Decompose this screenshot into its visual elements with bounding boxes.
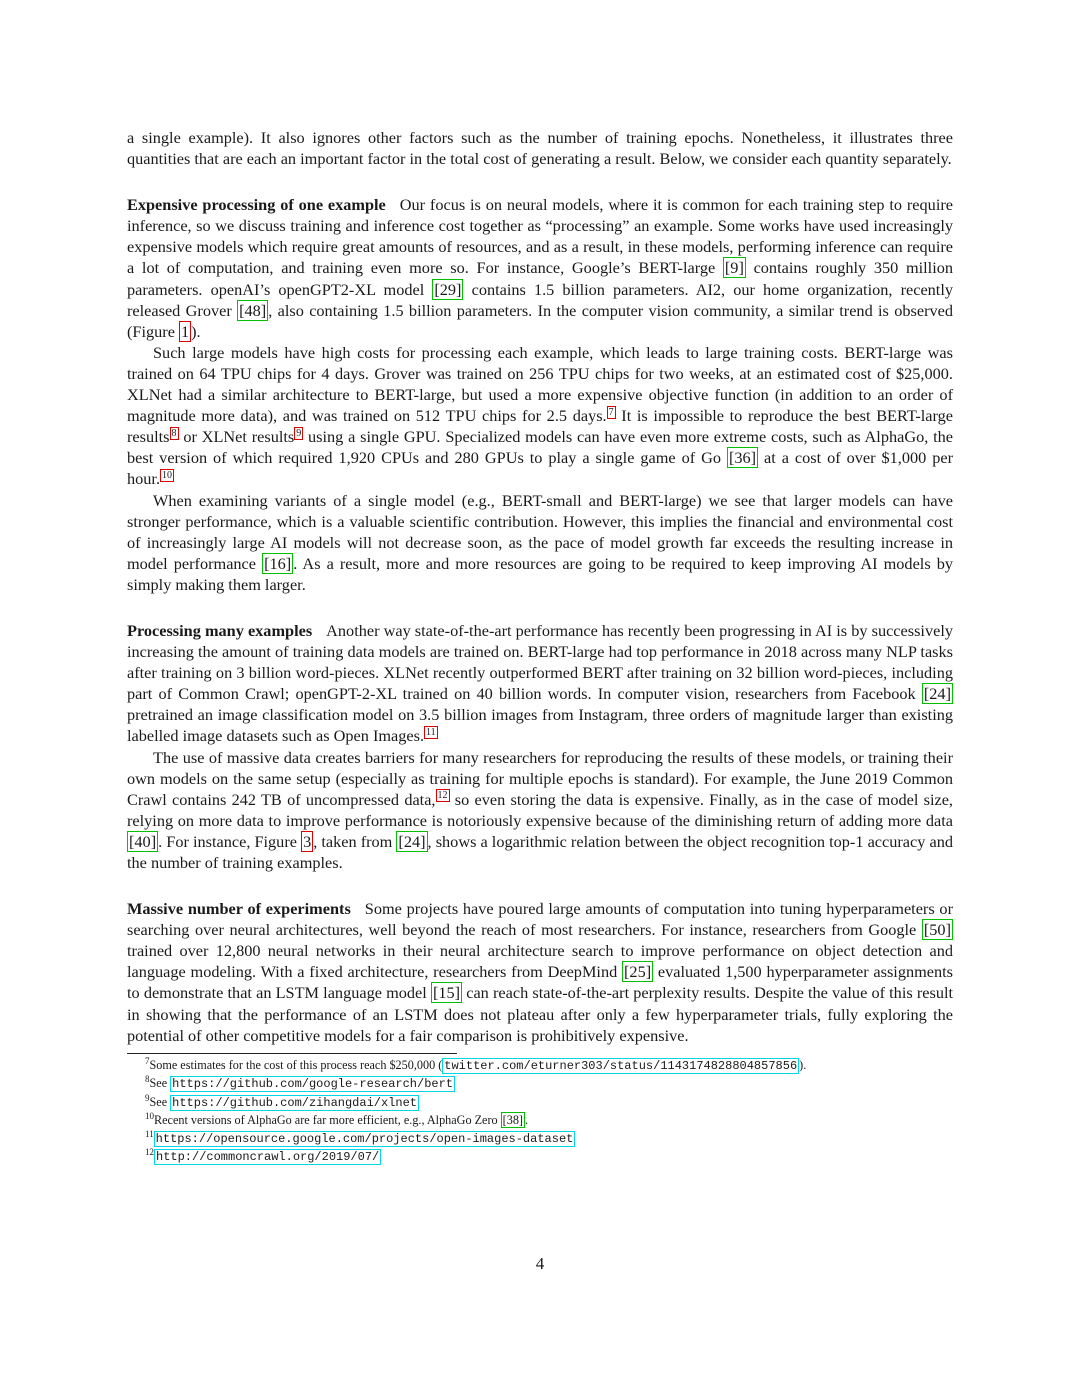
citation-link[interactable]: [9] — [724, 258, 744, 278]
paragraph-text: can reach state-of-the-art perplexity results. Despite the value of this result in showing that the performance of an LSTM does not plateau after only a few hyperparameter trials, fully exploring the potential of other competitive models for a fair comparison is prohibitively expensive. — [127, 983, 954, 1045]
section-massive-experiments — [127, 898, 953, 1046]
footnote-9 — [127, 1094, 953, 1113]
paragraph-text: , shows a logarithmic relation between the object recognition top-1 accuracy and the number of training examples. — [127, 831, 953, 872]
footnote-text: ). — [799, 1057, 807, 1072]
citation-link[interactable]: [24] — [398, 831, 426, 851]
paragraph-text: so even storing the data is expensive. Finally, as in the case of model size, relying on more data to improve performance is notoriously expensive because of the diminishing return of adding more data — [127, 789, 953, 830]
footnote-link[interactable]: 11 — [426, 727, 436, 739]
footnote-link[interactable]: 12 — [437, 790, 448, 802]
paragraph-text: contains 1.5 billion parameters. AI2, our home organization, recently released Grover — [127, 279, 953, 320]
footnote-text: . — [524, 1113, 529, 1128]
paragraph-text: ). — [191, 321, 201, 341]
paragraph-text: Some projects have poured large amounts of computation into tuning hyperparameters or searching over neural architectures, well beyond the reach of most researchers. For instance, researchers from Google — [127, 899, 953, 940]
paragraph-text: or XLNet results — [178, 427, 295, 447]
footnote-url-link[interactable]: https://github.com/google-research/bert — [172, 1077, 454, 1092]
paragraph-text: It is impossible to reproduce the best BERT-large results — [127, 406, 953, 447]
paragraph-large-models-cost — [127, 342, 953, 490]
footnote-url-link[interactable]: http://commoncrawl.org/2019/07/ — [156, 1150, 380, 1165]
footnote-number: 7 — [145, 1055, 150, 1066]
citation-link[interactable]: [38] — [502, 1113, 523, 1128]
footnote-url-link[interactable]: https://opensource.google.com/projects/open-images-dataset — [155, 1131, 574, 1146]
footnote-number: 10 — [145, 1111, 154, 1122]
section-heading: Processing many examples — [127, 620, 313, 640]
footnote-url-link[interactable]: https://github.com/zihangdai/xlnet — [172, 1095, 417, 1110]
paragraph-text: evaluated 1,500 hyperparameter assignments to demonstrate that an LSTM language model — [127, 962, 953, 1003]
paragraph-text: Such large models have high costs for processing each example, which leads to large training costs. BERT-large was trained on 64 TPU chips for 4 days. Grover was trained on 256 TPU chips for two weeks, at an estimated cost of $25,000. XLNet had a similar architecture to BERT-large, but used a more expensive objective function (in addition to an order of magnitude more data), and was trained on 512 TPU chips for 2.5 days. — [127, 342, 953, 426]
intro-paragraph: a single example). It also ignores other factors such as the number of training epochs. Nonetheless, it illustrates three quantities that are each an important factor in the total cost of generating a result. Below, we consider each quantity separately. — [127, 128, 953, 169]
footnote-link[interactable]: 8 — [171, 427, 177, 439]
footnote-text: Recent versions of AlphaGo are far more efficient, e.g., AlphaGo Zero — [154, 1113, 501, 1128]
page-body — [127, 127, 953, 1167]
footnote-10 — [127, 1112, 953, 1130]
footnote-link[interactable]: 9 — [296, 427, 302, 439]
paragraph-text: Our focus is on neural models, where it is common for each training step to require inference, so we discuss training and inference cost together as “processing” an example. Some works have used increasingly expensive models which require great amounts of resources, and as a result, in these models, performing inference can require a lot of computation, and training even more so. For instance, Google’s BERT-large — [127, 195, 953, 278]
paragraph-text: contains roughly 350 million parameters. openAI’s openGPT2-XL model — [127, 258, 953, 299]
citation-link[interactable]: [24] — [923, 684, 951, 704]
footnote-8 — [127, 1075, 953, 1094]
figure-link[interactable]: 3 — [303, 831, 312, 851]
citation-link[interactable]: [50] — [923, 920, 951, 940]
footnote-divider — [127, 1053, 457, 1054]
paragraph-text: . As a result, more and more resources are going to be required to keep improving AI models by simply making them larger. — [127, 553, 953, 594]
section-heading: Expensive processing of one example — [127, 195, 386, 215]
paragraph-text: . For instance, Figure — [158, 831, 302, 851]
paragraph-text: Another way state-of-the-art performance has recently been progressing in AI is by successively increasing the amount of training data models are trained on. BERT-large had top performance in 2018 across many NLP tasks after training on 3 billion word-pieces. XLNet recently outperformed BERT after training on 32 billion word-pieces, including part of Common Crawl; openGPT-2-XL trained on 40 billion words. In computer vision, researchers from Facebook — [127, 620, 953, 704]
footnote-text: See — [149, 1094, 171, 1109]
footnote-12 — [127, 1148, 953, 1167]
section-heading: Massive number of experiments — [127, 899, 351, 919]
citation-link[interactable]: [16] — [264, 553, 292, 573]
paragraph-text: The use of massive data creates barriers for many researchers for reproducing the results of these models, or training their own models on the same setup (especially as training for multiple epochs is standard). For example, the June 2019 Common Crawl contains 242 TB of uncompressed data, — [127, 747, 953, 809]
paragraph-text: pretrained an image classification model on 3.5 billion images from Instagram, three orders of magnitude larger than existing labelled image datasets such as Open Images. — [127, 705, 953, 746]
citation-link[interactable]: [36] — [728, 448, 757, 468]
paragraph-text: , also containing 1.5 billion parameters. In the computer vision community, a similar trend is observed (Figure — [127, 300, 953, 341]
footnote-number: 8 — [145, 1074, 150, 1085]
paragraph-text: When examining variants of a single model (e.g., BERT-small and BERT-large) we see that larger models can have stronger performance, which is a valuable scientific contribution. However, this implies the financial and environmental cost of increasingly large AI models will not decrease soon, as the pace of model growth far exceeds the resulting increase in model performance — [127, 490, 953, 573]
paragraph-text: , taken from — [313, 831, 397, 851]
footnote-link[interactable]: 10 — [162, 469, 173, 481]
citation-link[interactable]: [25] — [624, 962, 652, 982]
page-number: 4 — [535, 1254, 545, 1273]
citation-link[interactable]: [48] — [239, 300, 267, 320]
footnote-text: Some estimates for the cost of this process reach $250,000 ( — [149, 1057, 443, 1072]
footnote-text: See — [149, 1076, 171, 1091]
footnote-number: 12 — [145, 1147, 154, 1158]
footnote-11 — [127, 1130, 953, 1149]
footnote-number: 9 — [145, 1092, 150, 1103]
figure-link[interactable]: 1 — [181, 321, 190, 341]
paragraph-model-variants — [127, 490, 953, 595]
paragraph-text: using a single GPU. Specialized models can have even more extreme costs, such as AlphaGo, the best version of which required 1,920 CPUs and 280 GPUs to play a single game of Go — [127, 427, 954, 468]
footnote-7 — [127, 1057, 953, 1076]
citation-link[interactable]: [29] — [434, 279, 462, 299]
footnotes — [127, 1057, 953, 1167]
citation-link[interactable]: [15] — [432, 983, 461, 1003]
section-expensive-processing — [127, 194, 953, 342]
section-many-examples — [127, 620, 953, 747]
paragraph-text: at a cost of over $1,000 per hour. — [127, 448, 954, 489]
footnote-url-link[interactable]: twitter.com/eturner303/status/1143174828804857856 — [444, 1058, 798, 1073]
citation-link[interactable]: [40] — [129, 831, 157, 851]
paragraph-massive-data — [127, 747, 953, 874]
footnote-number: 11 — [145, 1128, 154, 1139]
footnote-link[interactable]: 7 — [608, 406, 614, 418]
paragraph-text: trained over 12,800 neural networks in their neural architecture search to improve performance on object detection and language modeling. With a fixed architecture, researchers from DeepMind — [127, 941, 953, 982]
